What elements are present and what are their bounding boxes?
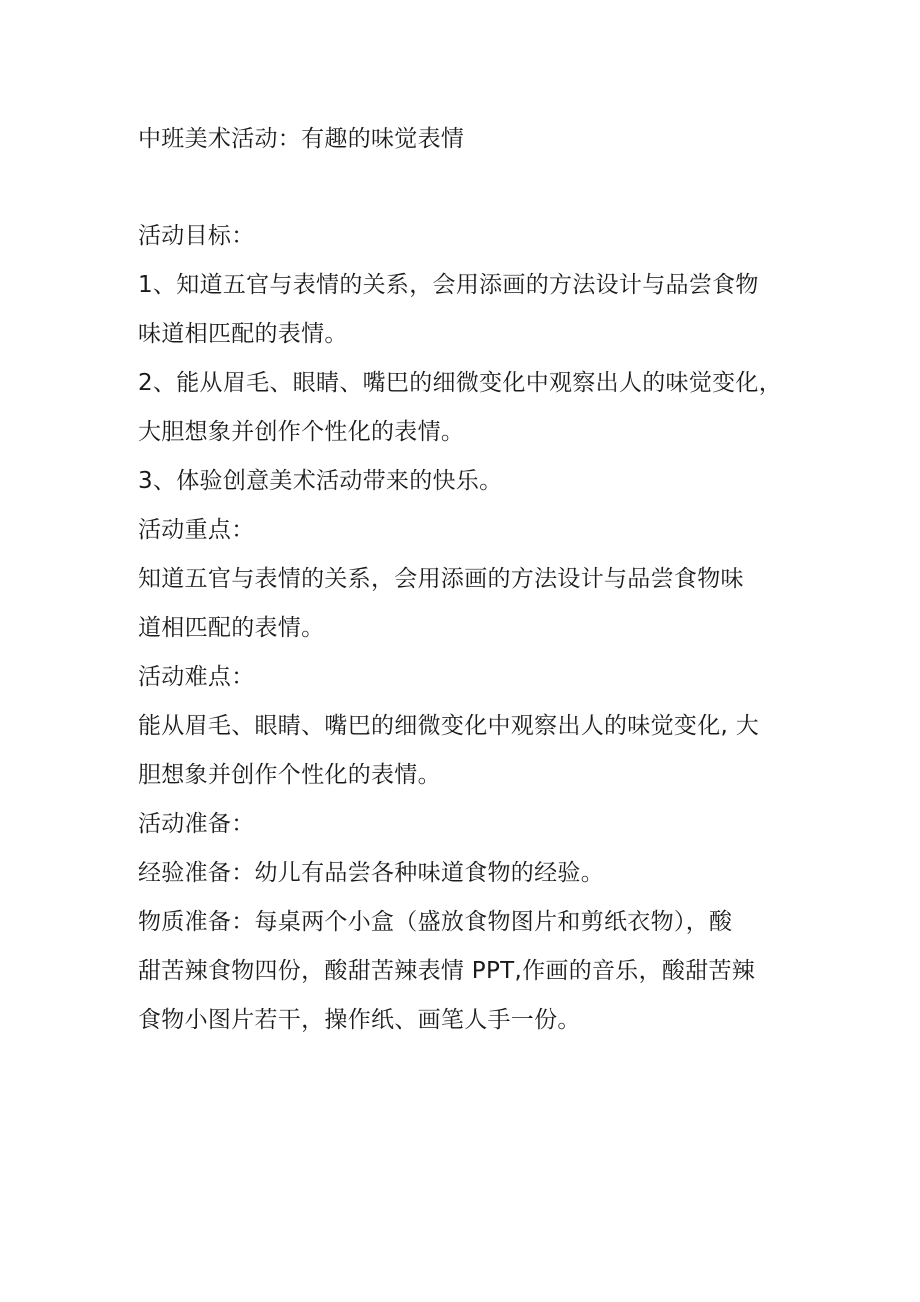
- section-heading-goals: 活动目标：: [138, 223, 255, 249]
- goal-2-line-2: 大胆想象并创作个性化的表情。: [138, 419, 465, 445]
- section-heading-preparation: 活动准备：: [138, 811, 255, 837]
- goal-1-line-1: 1、知道五官与表情的关系，会用添画的方法设计与品尝食物: [138, 272, 759, 298]
- material-preparation-line-3: 食物小图片若干，操作纸、画笔人手一份。: [138, 1007, 581, 1033]
- material-preparation-line-2: 甜苦辣食物四份，酸甜苦辣表情 PPT,作画的音乐，酸甜苦辣: [138, 958, 756, 984]
- difficulties-line-1: 能从眉毛、眼睛、嘴巴的细微变化中观察出人的味觉变化, 大: [138, 713, 760, 739]
- key-points-line-1: 知道五官与表情的关系，会用添画的方法设计与品尝食物味: [138, 566, 744, 592]
- document-title: 中班美术活动：有趣的味觉表情: [138, 126, 465, 152]
- goal-1-line-2: 味道相匹配的表情。: [138, 321, 348, 347]
- difficulties-line-2: 胆想象并创作个性化的表情。: [138, 762, 441, 788]
- experience-preparation: 经验准备：幼儿有品尝各种味道食物的经验。: [138, 860, 604, 886]
- document-body: [138, 116, 790, 1045]
- key-points-line-2: 道相匹配的表情。: [138, 615, 325, 641]
- section-heading-difficulties: 活动难点：: [138, 664, 255, 690]
- section-heading-key-points: 活动重点：: [138, 517, 255, 543]
- goal-2-line-1: 2、能从眉毛、眼睛、嘴巴的细微变化中观察出人的味觉变化，: [138, 370, 783, 396]
- goal-3: 3、体验创意美术活动带来的快乐。: [138, 468, 503, 494]
- material-preparation-line-1: 物质准备：每桌两个小盒（盛放食物图片和剪纸衣物），酸: [138, 909, 733, 935]
